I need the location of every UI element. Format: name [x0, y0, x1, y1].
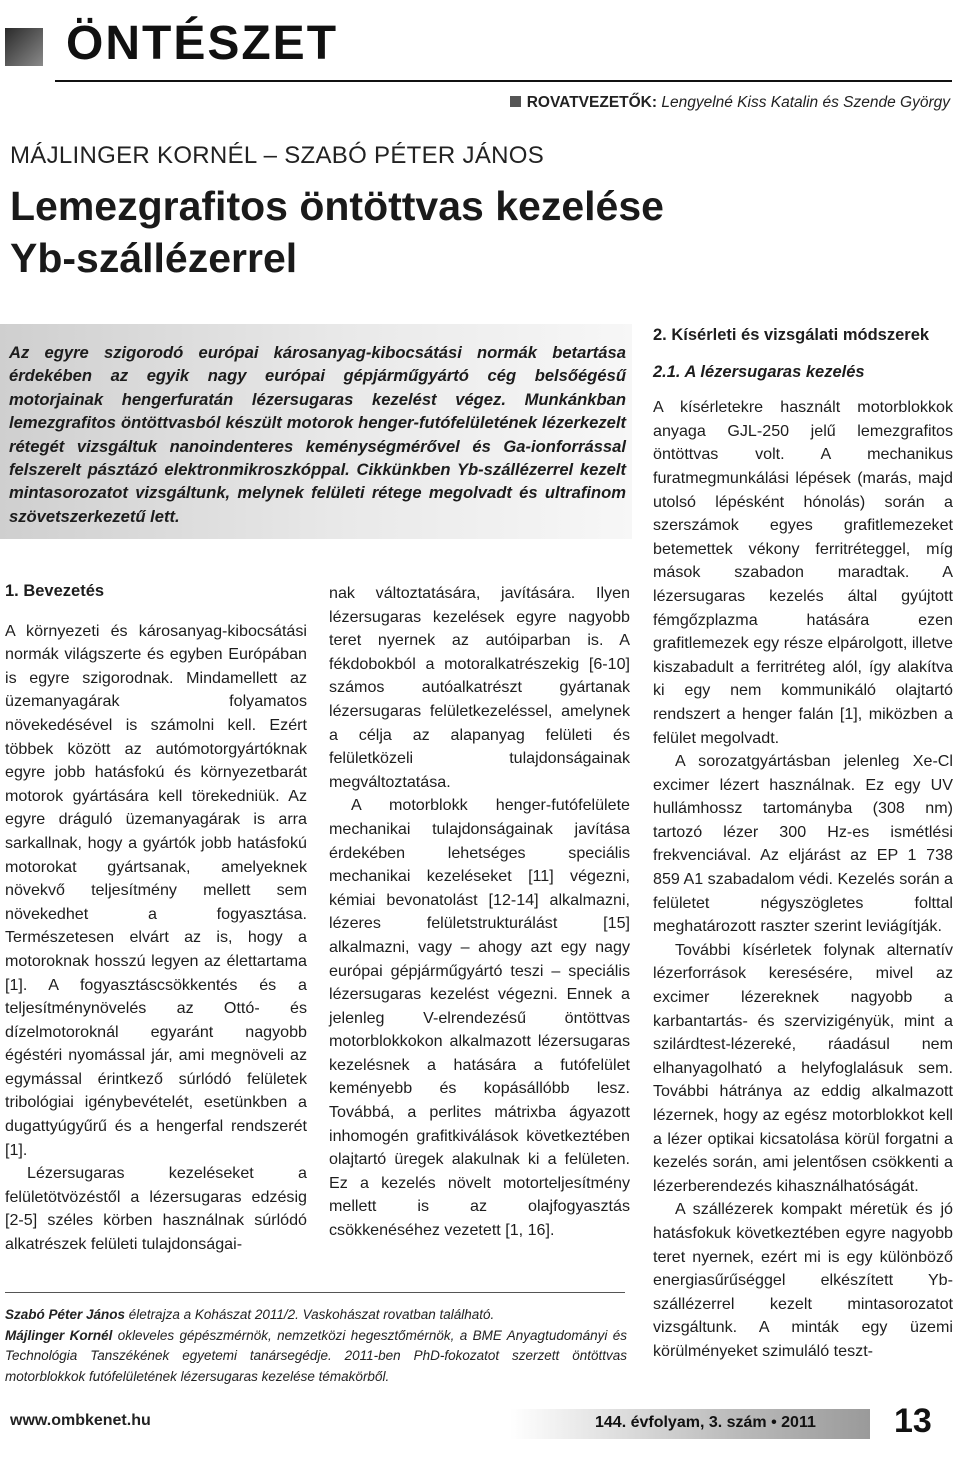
footnote-author-1-text: életrajza a Kohászat 2011/2. Vaskohászat rovatban található.: [125, 1307, 495, 1322]
article-authors: MÁJLINGER KORNÉL – SZABÓ PÉTER JÁNOS: [10, 142, 545, 169]
footnote-author-2-name: Májlinger Kornél: [5, 1327, 113, 1343]
page-number: 13: [894, 1402, 932, 1440]
paragraph: Lézersugaras kezeléseket a felületötvözéstől a lézersugaras edzésig [2-5] széles körben használnak súrlódó alkatrészek felületi tulajdonságai-: [5, 1164, 307, 1254]
column-3: [653, 324, 953, 1364]
column-1: [5, 580, 307, 1257]
paragraph: nak változtatására, javítására. Ilyen lézersugaras kezelések egyre nagyobb teret nyernek az autóiparban is. A fékdobokból a motoralkatrészekig [6-10] számos autóalkatrészt gyártanak lézersugaras felületkezeléssel, amelynek a célja az alapanyag felületi és felületközeli tulajdonságainak megváltoztatása.: [329, 584, 630, 791]
section-heading-methods: 2. Kísérleti és vizsgálati módszerek: [653, 326, 930, 344]
paragraph: A motorblokk henger-futófelülete mechanikai tulajdonságainak javítása érdekében lehetséges speciális mechanikai kezeléseket [11] végezni, kémiai bevonatolást [12-14] alkalmazni, lézeres felületstrukturálást [15] alkalmazni, vagy – ahogy azt egy nagy európai gépjárműgyártó teszi – speciális lézersugaras kezelést végezni. Ennek a jelenleg V-elrendezésű öntöttvas motorblokkokon alkalmazott lézersugaras kezelésnek a hatására a futófelület keményebb és kopásállóbb lesz. Továbbá, a perlites mátrixba ágyazott inhomogén grafitkiválások következtében olajtartó üregek alakulnak ki a felületen. Ez a kezelés növelt motorteljesítmény mellett is az olajfogyasztás csökkenéséhez vezetett [1, 16].: [329, 796, 630, 1240]
article-title-line2: Yb-szállézerrel: [10, 235, 298, 281]
editors-label: ROVATVEZETŐK:: [526, 94, 658, 111]
footnote-author-2-text: okleveles gépészmérnök, nemzetközi hegesztőmérnök, a BME Anyagtudományi és Technológia Tanszékének egyetemi tanársegédje. 2011-ben PhD-fokozatot szerzett öntöttvas motorblokkok futófelületének lézersugaras kezelése témakörből.: [5, 1327, 627, 1384]
section-heading-introduction: 1. Bevezetés: [5, 582, 105, 600]
bullet-square-icon: [510, 96, 521, 107]
paragraph: A környezeti és károsanyag-kibocsátási normák világszerte és egyben Európában is egyre szigorodnak. Mindamellett az üzemanyagárak folyamatos növekedésével is számolni kell. Ezért többek között az autómotorgyártóknak egyre jobb hatásfokú és környezetbarát motorok gyártására kell törekedniük. Az egyre dráguló üzemanyagárak is arra sarkallnak, hogy a gyártók jobb hatásfokú motorokat gyártsanak, amelyeknek növekvő teljesítmény mellett sem növekedhet a fogyasztása. Természetesen elvárt az is, hogy a motoroknak hosszú legyen az élettartama [1]. A fogyasztáscsökkentés és a teljesítménynövelés az Ottó- és dízelmotoroknál egyaránt nagyobb égéstéri nyomással jár, ami megnöveli az egymással érintkező súrlódó felületek tribológiai igénybevételét, esetünkben a dugattyúgyűrű és a hengerfal rendszerét [1].: [5, 621, 307, 1159]
paragraph: További kísérletek folynak alternatív lézerforrások keresésére, mivel az excimer lézereknek nagyobb a karbantartás- és szervizigényük, mint a szilárdtest-lézereké, ráadásul nem elhanyagolható a helyfoglalásuk sem. További hátránya az eddig alkalmazott lézernek, hogy az egész motorblokkot kell a lézer optikai kicsatolása körül forgatni a kezelés során, ami jelentősen csökkenti a lézerberendezés kihasználhatóságát.: [653, 940, 953, 1195]
subsection-heading-laser-treatment: 2.1. A lézersugaras kezelés: [653, 362, 865, 381]
section-marker-square: [5, 28, 43, 66]
footnote-author-2: [5, 1326, 627, 1388]
editors-names: Lengyelné Kiss Katalin és Szende György: [661, 94, 950, 111]
header-rule: [55, 80, 952, 82]
abstract-text: Az egyre szigorodó európai károsanyag-kibocsátási normák betartása érdekében az egyik nagy európai gépjárműgyártó cég belsőégésű motorjainak hengerfuratán lézersugaras kezelést végez. Munkánkban lemezgrafitos öntöttvasból készült motorok henger-futófelületének lézerkezelt rétegét vizsgáltuk nanoindenteres keménységmérővel és Ga-ionforrással felszerelt pásztázó elektronmikroszkóppal. Cikkünkben Yb-szállézerrel kezelt mintasorozatot vizsgáltunk, melynek felületi rétege megolvadt és ultrafinom szövetszerkezetű lett.: [9, 343, 626, 526]
paragraph: A szállézerek kompakt méretük és jó hatásfokuk következtében egyre nagyobb teret nyernek, ezért mi is egy különböző energiasűrűséggel elkészített Yb-szállézerrel kezelt mintasorozatot vizsgáltunk. A minták egy üzemi körülményeket szimuláló teszt-: [653, 1200, 953, 1360]
footer-issue-info: 144. évfolyam, 3. szám • 2011: [595, 1414, 816, 1431]
footer-website-link[interactable]: www.ombkenet.hu: [10, 1412, 151, 1429]
author-footnote: [5, 1305, 627, 1387]
paragraph: A sorozatgyártásban jelenleg Xe-Cl excimer lézert használnak. Ez egy UV hullámhossz tartományba (308 nm) tartozó lézer 300 Hz-es ismétlési frekvenciával. Az eljárást az EP 1 738 859 A1 szabadalom védi. Kezelés során a felületet négyszögletes folttal meghatározott raszter szerint leviágítják.: [653, 752, 953, 936]
footnote-author-1: [5, 1305, 627, 1326]
footnote-rule: [5, 1292, 625, 1293]
article-title-line1: Lemezgrafitos öntöttvas kezelése: [10, 183, 664, 229]
paragraph: A kísérletekre használt motorblokkok anyaga GJL-250 jelű lemezgrafitos öntöttvas volt. A mechanikus furatmegmunkálási lépések (marás, majd utolsó lépésként hónolás) során a szerszámok egyes grafitlemezeket betemettek vékony ferritréteggel, míg mások szabadon maradtak. A lézersugaras kezelés által gyújtott fémgőzplazma hatására ezen grafitlemezek egy része elpárolgott, illetve kiszabadult a ferritréteg alól, így alakítva ki egy nem kommunikáló olajtartó rendszert a henger falán [1], miközben a felület megolvadt.: [653, 398, 953, 747]
abstract-box: [0, 324, 632, 539]
footnote-author-1-name: Szabó Péter János: [5, 1307, 126, 1322]
section-title: ÖNTÉSZET: [66, 17, 339, 70]
column-2: [329, 582, 630, 1243]
article-title: [10, 180, 770, 284]
section-editors: [510, 94, 950, 112]
